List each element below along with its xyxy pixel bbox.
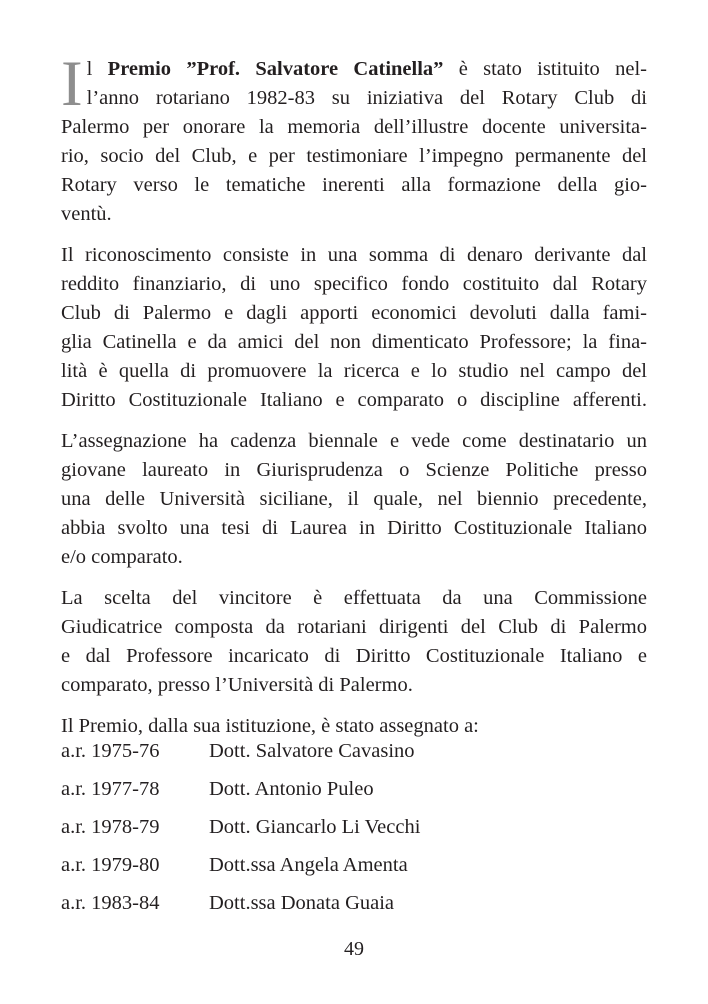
award-list <box>61 733 420 922</box>
award-row <box>61 733 420 771</box>
text-line: Il riconoscimento consiste in una somma di denaro derivante dal <box>61 244 647 266</box>
text-line: Rotary verso le tematiche inerenti alla formazione della gio- <box>61 174 647 196</box>
text-run: è stato istituito nel- <box>443 58 647 80</box>
text-line: La scelta del vincitore è effettuata da una Commissione <box>61 587 647 609</box>
text-run: l <box>86 58 108 80</box>
page-number: 49 <box>344 938 364 960</box>
body-text <box>61 48 647 741</box>
text-line: ventù. <box>61 203 112 225</box>
text-line: Giudicatrice composta da rotariani dirigenti del Club di Palermo <box>61 616 647 638</box>
text-line: e dal Professore incaricato di Diritto Costituzionale Italiano e <box>61 645 647 667</box>
award-recipient: Dott. Giancarlo Li Vecchi <box>209 815 421 838</box>
text-line: l’anno rotariano 1982-83 su iniziativa del Rotary Club di <box>86 87 647 109</box>
paragraph-4 <box>61 584 647 700</box>
paragraph-2 <box>61 241 647 415</box>
text-line: Il Premio, dalla sua istituzione, è stato assegnato a: <box>61 715 479 737</box>
text-line: lità è quella di promuovere la ricerca e lo studio nel campo del <box>61 360 647 382</box>
award-recipient: Dott.ssa Angela Amenta <box>209 853 408 876</box>
text-line: reddito finanziario, di uno specifico fondo costituito dal Rotary <box>61 273 647 295</box>
award-row <box>61 884 420 922</box>
text-line: giovane laureato in Giurisprudenza o Scienze Politiche presso <box>61 459 647 481</box>
award-year: a.r. 1983-84 <box>61 891 160 914</box>
text-line: Club di Palermo e dagli apporti economici devoluti dalla fami- <box>61 302 647 324</box>
text-line: Palermo per onorare la memoria dell’illustre docente universita- <box>61 116 647 138</box>
award-title: Premio ”Prof. Salvatore Catinella” <box>107 58 444 80</box>
drop-cap: I <box>61 48 83 120</box>
award-row <box>61 771 420 809</box>
award-row <box>61 809 420 847</box>
award-recipient: Dott. Antonio Puleo <box>209 778 374 801</box>
text-line: una delle Università siciliane, il quale, nel biennio precedente, <box>61 488 647 510</box>
award-year: a.r. 1977-78 <box>61 778 160 801</box>
award-row <box>61 846 420 884</box>
paragraph-3 <box>61 427 647 572</box>
text-line: rio, socio del Club, e per testimoniare l’impegno permanente del <box>61 145 647 167</box>
text-line: glia Catinella e da amici del non dimenticato Professore; la fina- <box>61 331 647 353</box>
award-recipient: Dott.ssa Donata Guaia <box>209 891 395 914</box>
paragraph-intro <box>61 48 647 229</box>
award-year: a.r. 1978-79 <box>61 815 160 838</box>
award-recipient: Dott. Salvatore Cavasino <box>209 740 415 763</box>
award-year: a.r. 1979-80 <box>61 853 160 876</box>
text-line <box>61 55 647 84</box>
text-line: L’assegnazione ha cadenza biennale e vede come destinatario un <box>61 430 647 452</box>
text-line: Diritto Costituzionale Italiano e comparato o discipline afferenti. <box>61 389 647 411</box>
text-line: abbia svolto una tesi di Laurea in Diritto Costituzionale Italiano <box>61 517 647 539</box>
text-line: e/o comparato. <box>61 546 183 568</box>
award-year: a.r. 1975-76 <box>61 740 160 763</box>
text-line: comparato, presso l’Università di Palermo. <box>61 674 413 696</box>
